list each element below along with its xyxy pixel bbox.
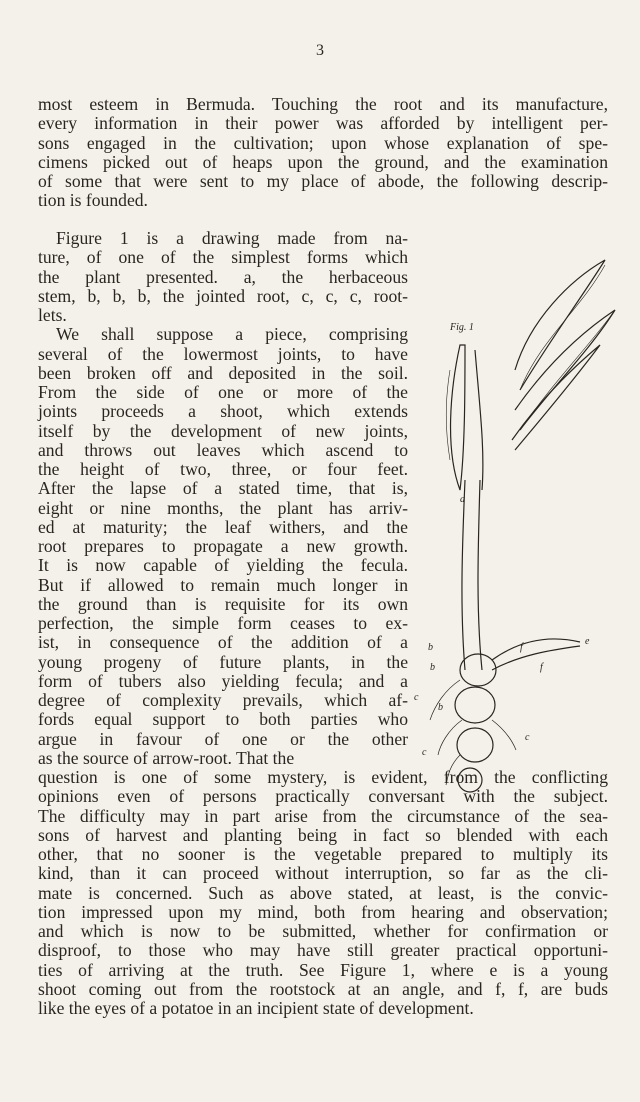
figure-label-f-1: f (520, 642, 523, 653)
text-line: From the side of one or more of the (38, 382, 408, 402)
text-line: disproof, to those who may have still greater practical opportuni- (38, 940, 608, 961)
text-line: sons engaged in the cultivation; upon whose explanation of spe- (38, 132, 608, 153)
text-line: It is now capable of yielding the fecula. (38, 555, 408, 576)
text-line: the ground than is requisite for its own (38, 593, 408, 614)
text-line: lets. (38, 305, 67, 325)
text-line: of some that were sent to my place of abode, the following descrip- (38, 171, 608, 191)
text-line: like the eyes of a potatoe in an incipient state of development. (38, 998, 474, 1018)
text-line: the plant presented. a, the herbaceous (38, 266, 408, 287)
text-line: We shall suppose a piece, comprising (56, 324, 408, 345)
text-line: degree of complexity prevails, which af- (38, 690, 408, 710)
text-line: perfection, the simple form ceases to ex- (38, 613, 408, 633)
text-line: fords equal support to both parties who (38, 709, 408, 730)
figure-label-a: a (460, 494, 465, 505)
text-line: cimens picked out of heaps upon the ground, and the examination (38, 151, 608, 172)
text-line: ist, in consequence of the addition of a (38, 632, 408, 653)
text-line: sons of harvest and planting being in fact so blended with each (38, 824, 608, 845)
paragraph-figure-description (38, 229, 408, 768)
text-line: other, that no sooner is the vegetable prepared to multiply its (38, 844, 608, 864)
figure-1-arrowroot-drawing (414, 250, 620, 795)
text-line: most esteem in Bermuda. Touching the root and its manufacture, (38, 94, 608, 114)
paragraph-intro (38, 95, 608, 211)
text-line: shoot coming out from the rootstock at an angle, and f, f, are buds (38, 978, 608, 999)
figure-label-c-2: c (422, 747, 427, 758)
text-line: several of the lowermost joints, to have (38, 343, 408, 364)
text-line: After the lapse of a stated time, that is, (38, 478, 408, 499)
text-line: tion is founded. (38, 190, 148, 211)
text-line: the height of two, three, or four feet. (38, 459, 408, 479)
text-line: Figure 1 is a drawing made from na- (56, 228, 408, 248)
text-line: argue in favour of one or the other (38, 728, 408, 749)
text-line: been broken off and deposited in the soil. (38, 362, 408, 383)
text-line: as the source of arrow-root. That the (38, 747, 295, 768)
text-line: mate is concerned. Such as above stated, at least, is the convic- (38, 882, 608, 903)
figure-label-b-2: b (430, 662, 435, 673)
text-line: ties of arriving at the truth. See Figure 1, where e is a young (38, 959, 608, 980)
text-line: root prepares to propagate a new growth. (38, 536, 408, 556)
text-line: and which is now to be submitted, whether for confirmation or (38, 921, 608, 941)
figure-label-b-1: b (428, 642, 433, 653)
figure-caption: Fig. 1 (450, 322, 474, 333)
figure-label-e: e (585, 636, 590, 647)
text-line: every information in their power was afforded by intelligent per- (38, 113, 608, 134)
paragraph-conclusion (38, 768, 608, 1018)
text-line: joints proceeds a shoot, which extends (38, 401, 408, 422)
text-line: opinions even of persons practically conversant with the subject. (38, 786, 608, 807)
text-line: form of tubers also yielding fecula; and a (38, 670, 408, 691)
text-line: itself by the development of new joints, (38, 420, 408, 441)
page-number: 3 (316, 42, 324, 59)
figure-label-f-2: f (540, 662, 543, 673)
text-line: stem, b, b, b, the jointed root, c, c, c, root- (38, 285, 408, 306)
text-line: question is one of some mystery, is evident, from the conflicting (38, 767, 608, 787)
text-line: tion impressed upon my mind, both from hearing and observation; (38, 901, 608, 922)
text-line: The difficulty may in part arise from the circumstance of the sea- (38, 805, 608, 826)
text-line: young progeny of future plants, in the (38, 651, 408, 672)
text-line: eight or nine months, the plant has arriv- (38, 497, 408, 518)
figure-label-b-3: b (438, 702, 443, 713)
figure-label-c-3: c (525, 732, 530, 743)
text-line: But if allowed to remain much longer in (38, 574, 408, 595)
text-line: and throws out leaves which ascend to (38, 439, 408, 460)
figure-label-c-1: c (414, 692, 419, 703)
text-line: kind, than it can proceed without interruption, so far as the cli- (38, 863, 608, 884)
text-line: ture, of one of the simplest forms which (38, 247, 408, 268)
text-line: ed at maturity; the leaf withers, and the (38, 516, 408, 537)
arrowroot-plant-illustration (414, 250, 620, 795)
